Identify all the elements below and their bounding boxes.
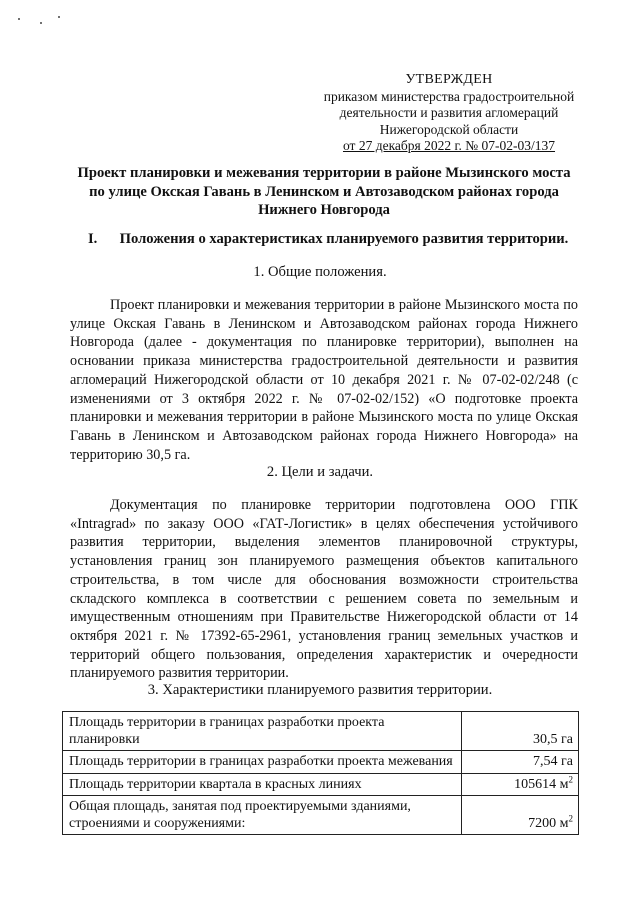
table-cell-value: 7200 $м^2$ xyxy=(462,796,579,835)
section-heading xyxy=(88,230,588,248)
table-cell-label: Площадь территории в границах разработки проекта межевания xyxy=(63,751,462,774)
table-cell-value: 7,54 га xyxy=(462,751,579,774)
approval-date: от 27 декабря 2022 г. № 07-02-03/137 xyxy=(342,138,556,153)
table-row xyxy=(63,712,579,751)
table-cell-label: Общая площадь, занятая под проектируемыми зданиями, строениями и сооружениями: xyxy=(63,796,462,835)
table-cell-value: 105614 $м^2$ xyxy=(462,773,579,796)
table-cell-value: 30,5 га xyxy=(462,712,579,751)
approval-line: деятельности и развития агломераций xyxy=(339,105,559,120)
approval-line: приказом министерства градостроительной xyxy=(323,88,575,104)
approval-stamp xyxy=(318,72,580,155)
table-row xyxy=(63,751,579,774)
approval-line: Нижегородской области xyxy=(379,121,519,137)
document-title: Проект планировки и межевания территории в районе Мызинского моста по улице Окская Гавань в Ленинском и Автозаводском районах города Нижнего Новгорода xyxy=(77,165,571,218)
table-cell-label: Площадь территории квартала в красных линиях xyxy=(63,773,462,796)
scan-specks xyxy=(18,14,78,34)
section-number: I. xyxy=(88,231,98,247)
subsection-heading: 3. Характеристики планируемого развития территории. xyxy=(147,682,493,698)
table-row xyxy=(63,796,579,835)
table-cell-label: Площадь территории в границах разработки проекта планировки xyxy=(63,712,462,751)
section-title: Положения о характеристиках планируемого развития территории. xyxy=(119,231,569,247)
paragraph: Проект планировки и межевания территории в районе Мызинского моста по улице Окская Гавань в Ленинском и Автозаводском районах города Нижнего Новгорода (далее - документация по планировке территории), выполнен на основании приказа министерства градостроительной деятельности и развития агломераций Нижегородской области от 10 декабря 2021 г. № 07-02-02/248 (с изменениями от 3 октября 2022 г. № 07-02-02/152) «О подготовке проекта планировки и межевания территории в районе Мызинского моста по улице Окская Гавань в Ленинском и Автозаводском районах города Нижнего Новгорода» на территорию 30,5 га. xyxy=(70,297,578,463)
characteristics-table xyxy=(62,711,579,835)
subsection-heading: 2. Цели и задачи. xyxy=(266,464,374,480)
subsection-heading: 1. Общие положения. xyxy=(253,264,387,280)
paragraph: Документация по планировке территории подготовлена ООО ГПК «Intragrad» по заказу ООО «ГАТ-Логистик» в целях обеспечения устойчивого развития территории, выделения элементов планировочной структуры, установления границ зон планируемого размещения объектов капитального строительства, в том числе для обоснования возможности строительства складского комплекса в соответствии с решением совета по земельным и имущественным отношениям при Правительстве Нижегородской области от 14 октября 2021 г. № 17392-65-2961, установления границ земельных участков и территорий общего пользования, определения характеристик и очередности планируемого развития территории. xyxy=(70,497,578,682)
approval-title: УТВЕРЖДЕН xyxy=(405,72,493,87)
table-row xyxy=(63,773,579,796)
